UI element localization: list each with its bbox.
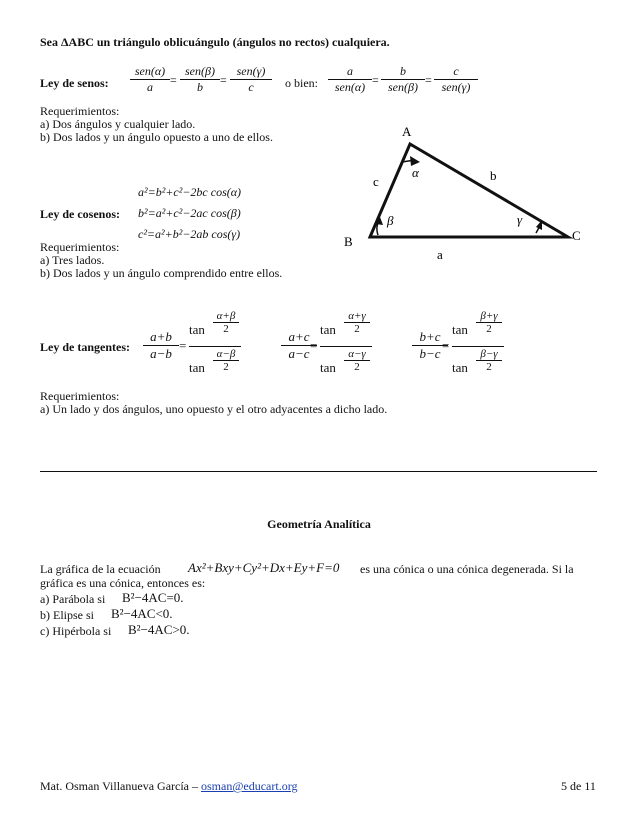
conic-condition: B²−4AC>0. (128, 622, 190, 637)
req-item: b) Dos lados y un ángulo comprendido entre ellos. (40, 266, 283, 280)
req-item: a) Dos ángulos y cualquier lado. (40, 117, 196, 131)
or-text: o bien: (285, 76, 318, 90)
conic-item: a) Parábola si (40, 592, 106, 606)
footer-email-link[interactable]: osman@educart.org (201, 779, 298, 793)
alpha-label: α (412, 165, 419, 180)
req-item: a) Tres lados. (40, 253, 105, 267)
conic-item: b) Elipse si (40, 608, 94, 622)
side-b-label: b (490, 168, 497, 183)
equals: = (179, 338, 187, 353)
equals: = (425, 73, 432, 87)
req-title: Requerimientos: (40, 240, 120, 254)
beta-label: β (387, 213, 394, 228)
section-divider (40, 471, 597, 472)
footer-author: Mat. Osman Villanueva García – osman@educart.org (40, 779, 298, 793)
equals: = (170, 73, 177, 87)
tangent-rhs-1: tan $\frac{\alpha+\beta}{2}$ tan $\frac{\alpha-\beta}{2}$ (189, 310, 241, 384)
req-title: Requerimientos: (40, 104, 120, 118)
gamma-label: γ (517, 212, 523, 227)
conic-equation: Ax²+Bxy+Cy²+Dx+Ey+F=0 (188, 560, 340, 575)
law-of-tangents-label: Ley de tangentes: (40, 340, 130, 354)
tangent-rhs-2: tan $\frac{\alpha+\gamma}{2}$ tan $\frac{\alpha-\gamma}{2}$ (320, 310, 372, 384)
req-title: Requerimientos: (40, 389, 120, 403)
page-number: 5 de 11 (561, 779, 596, 793)
cosine-eq-3: c²=a²+b²−2ab cos(γ) (138, 227, 241, 241)
law-of-sines-label: Ley de senos: (40, 76, 109, 90)
intro-text: Sea ΔABC un triángulo oblicuángulo (ángulos no rectos) cualquiera. (40, 35, 390, 49)
law-of-cosines-label: Ley de cosenos: (40, 207, 120, 221)
cosine-eq-1: a²=b²+c²−2bc cos(α) (138, 185, 242, 199)
vertex-c-label: C (572, 228, 581, 243)
sines-frac-3: sen(γ) c (230, 64, 272, 95)
equals: = (220, 73, 227, 87)
equals: = (310, 338, 318, 353)
side-c-label: c (373, 174, 379, 189)
req-item: a) Un lado y dos ángulos, uno opuesto y el otro adyacentes a dicho lado. (40, 402, 388, 416)
cosine-eq-2: b²=a²+c²−2ac cos(β) (138, 206, 241, 220)
paragraph-start: La gráfica de la ecuación (40, 562, 161, 576)
tangent-lhs-3: $\frac{b+c}{b-c}$ (412, 329, 448, 362)
triangle-diagram (340, 120, 590, 260)
equals: = (442, 338, 450, 353)
conic-condition: B²−4AC<0. (111, 606, 173, 621)
sines-frac-4: a sen(α) (328, 64, 372, 95)
vertex-b-label: B (344, 234, 353, 249)
vertex-a-label: A (402, 124, 412, 139)
paragraph-cont: es una cónica o una cónica degenerada. Si la (360, 562, 574, 576)
sines-frac-5: b sen(β) (381, 64, 425, 95)
side-a-label: a (437, 247, 443, 260)
section-title: Geometría Analítica (267, 517, 371, 531)
req-item: b) Dos lados y un ángulo opuesto a uno de ellos. (40, 130, 273, 144)
sines-frac-1: sen(α) a (130, 64, 170, 95)
sines-frac-2: sen(β) b (180, 64, 220, 95)
conic-condition: B²−4AC=0. (122, 590, 184, 605)
tangent-rhs-3: tan $\frac{\beta+\gamma}{2}$ tan $\frac{\beta-\gamma}{2}$ (452, 310, 504, 384)
paragraph-line2: gráfica es una cónica, entonces es: (40, 576, 206, 590)
tangent-lhs-1: $\frac{a+b}{a-b}$ (143, 329, 179, 362)
conic-item: c) Hipérbola si (40, 624, 112, 638)
tangent-lhs-2: $\frac{a+c}{a-c}$ (281, 329, 317, 362)
triangle-shape (370, 144, 568, 237)
sines-frac-6: c sen(γ) (434, 64, 478, 95)
equals: = (372, 73, 379, 87)
